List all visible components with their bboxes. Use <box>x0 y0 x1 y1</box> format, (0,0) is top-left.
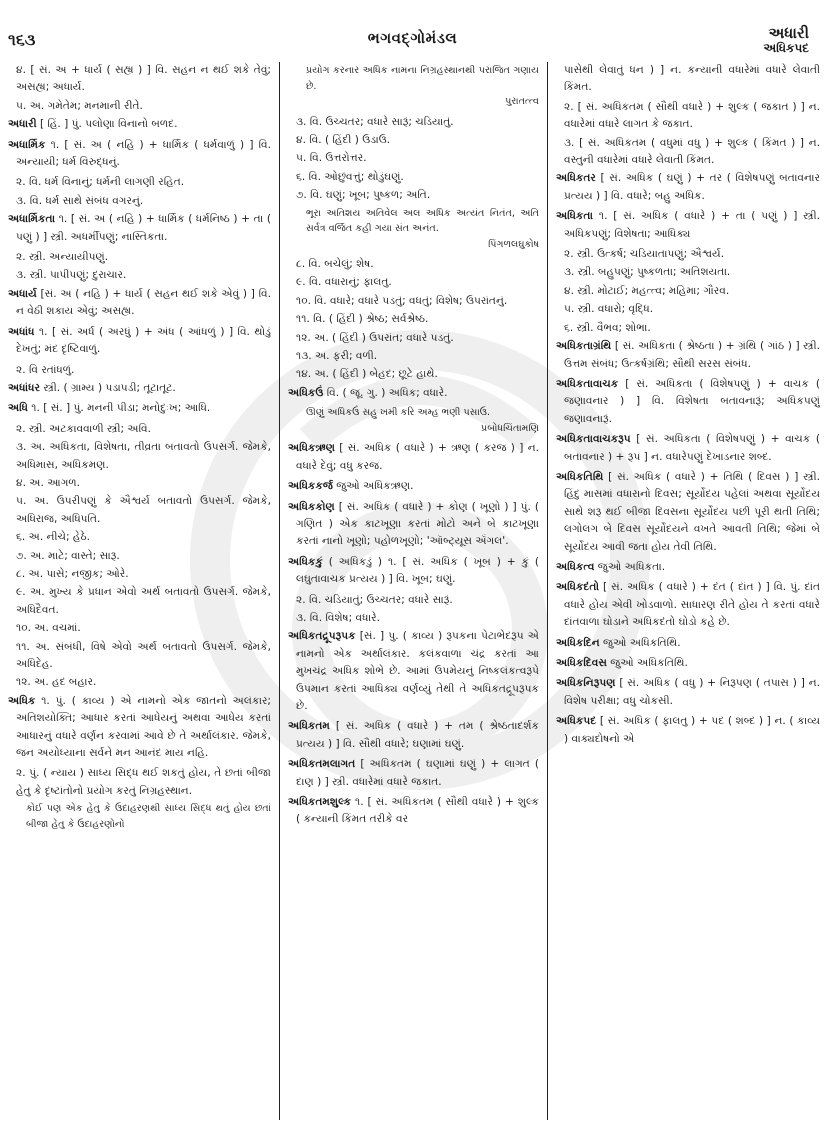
entry-sense: ૨. સ્ત્રી. ઉત્કર્ષ; ચડિયાતાપણું; ઐશ્વર્ય. <box>564 248 725 261</box>
entry-headword: અધારી <box>8 118 37 131</box>
entry-sense: ૨. સ્ત્રી. અન્યાયીપણું. <box>16 251 109 264</box>
dictionary-entry <box>288 628 539 715</box>
page-title: ભગવદ્ગોમંડલ <box>367 29 458 47</box>
entry-headword: અધિકનિરૂપણ <box>556 677 616 690</box>
entry-sense: ૩. સ્ત્રી. પાપીપણું; દુરાચાર. <box>16 269 127 282</box>
dictionary-entry <box>556 559 820 576</box>
entry-definition: [ હિં. ] પું. પલોણા વિનાનો બળદ. <box>36 118 178 131</box>
entry-sense: ૩. અ. અધિકતા, વિશેષતા, તીવ્રતા બતાવતો ઉપસર્ગ. જેમકે, અધિમાસ, અધિકમણ. <box>16 441 271 471</box>
entry-sense: ૧૦. વિ. વધારે; વધારે પડતું; વધતું; વિશેષ; ઉપરાંતનું. <box>296 294 508 307</box>
quote-text: પ્રયોગ કરનાર અધિક નામના નિગ્રહસ્થાનથી પરાજિત ગણાય છે. <box>306 65 539 92</box>
entry-headword: અધિકતદ્રૂપરૂપક <box>288 630 356 643</box>
dictionary-entry <box>556 376 820 428</box>
entry-sense: ૨. પું. ( ન્યાય ) સાધ્ય સિદ્ધ થઈ શકતું હોય, તે છતાં બીજા હેતુ કે દૃષ્ટાંતોનો પ્રયોગ કરતું નિગ્રહસ્થાન. <box>16 767 271 797</box>
entry-definition: [ સં. અધિક ( વધારે ) + દંત ( દાંત ) ] વિ. પું. દાંત વધારે હોય એવી ખોડવાળો. સાધારણ રીતે હોય તે કરતાં વધારે દાંતવાળા ઘોડાને અધિકદંતો ઘોડો કહે છે. <box>564 581 820 629</box>
column-middle <box>279 62 547 1120</box>
entry-headword: અધિકતાગ્રંથિ <box>556 340 612 353</box>
column-right <box>547 62 820 1120</box>
entry-sense: ૪. સ્ત્રી. મોટાઈ; મહત્ત્વ; મહિમા; ગૌરવ. <box>564 284 730 297</box>
entry-sense: ૩. સ્ત્રી. બહુપણું; પુષ્કળતા; અતિશયતા. <box>564 266 731 279</box>
quote-text: ભૂરા અતિશય અતિવેલ અલ અધિક અત્યંત નિતંત, અતિ સર્વત્ર વર્જિત કહી ગયા સંત અનંત. <box>306 207 539 235</box>
entry-sense: ૨. સ્ત્રી. અટકાવવાળી સ્ત્રી; અવિ. <box>16 422 151 435</box>
dictionary-entry <box>288 385 539 402</box>
entry-headword: અધિકદિન <box>556 636 600 649</box>
entry-sense: ૮. અ. પાસે; નજીક; ઓરે. <box>16 567 129 580</box>
dictionary-entry <box>288 478 539 495</box>
entry-headword: અધિકઉં <box>288 386 324 399</box>
entry-definition: [ સં. અધિક ( ઘણું ) + તર ( વિશેષપણું બતાવનાર પ્રત્યય ) ] વિ. વધારે; બહુ અધિક. <box>564 172 820 202</box>
dictionary-entry <box>8 137 271 172</box>
entry-sense: ૭. અ. માટે; વાસ્તે; સારૂ. <box>16 549 120 562</box>
dictionary-entry <box>556 655 820 672</box>
entry-sense: ૬. સ્ત્રી. વૈભવ; શોભા. <box>564 321 651 334</box>
entry-sense: ૯. વિ. વધારાનું; ફાલતુ. <box>296 276 392 289</box>
entry-definition: [ સં. અધિક ( વધારે ) + તમ ( શ્રેષ્ઠતાદર્શક પ્રત્યય ) ] વિ. સૌથી વધારે; ઘણામાં ઘણું. <box>296 720 539 750</box>
entry-definition: [ સં. અધિકતા ( વિશેષપણું ) + વાચક ( બતાવનાર ) + રૂપ ] ન. વધારેપણું દેખાડનાર શબ્દ. <box>564 433 820 463</box>
dictionary-entry <box>556 338 820 373</box>
citation-quote <box>288 63 539 110</box>
page-header <box>0 0 825 60</box>
entry-sense: ૩. વિ. ઉચ્ચતર; વધારે સારૂં; ચડિયાતું. <box>296 115 454 128</box>
entry-headword: અધિક <box>8 694 36 707</box>
entry-definition: [ અધિકતમ ( ઘણામાં ઘણું ) + લાગત ( દાણ ) ] સ્ત્રી. વધારેમાં વધારે જકાત. <box>296 758 539 788</box>
quote-source: પ્રબોધચિંતામણિ <box>481 422 539 434</box>
entry-sense: ૨. વિ. ધર્મ વિનાનું; ધર્મની લાગણી રહિત. <box>16 176 185 189</box>
quote-text: ઊણું અધિકઉં સહુ ખમી કરિ અમ્હ ભણી પસાઉ. <box>306 407 491 419</box>
entry-sense: ૧૦. અ. વચમાં. <box>16 622 81 635</box>
entry-headword: અધાર્ય <box>8 287 37 300</box>
entry-definition: [ સં. અધિક ( વધારે ) + તિથિ ( દિવસ ) ] સ્ત્રી. હિંદુ માસમાં વધારાનો દિવસ; સૂર્યોદય પહેલાં અથવા સૂર્યોદય સાથે શરૂ થઈ બીજા દિવસના સૂર્યોદય પછી પૂરી થતી તિથિ; લગોલગ બે દિવસ સૂર્યોદયને વખતે આવતી તિથિ; જેમાં બે સૂર્યોદય આવી જતા હોય તેવી તિથિ. <box>564 470 820 553</box>
entry-headword: અધિકકોણ <box>288 500 335 513</box>
guide-words <box>763 26 809 56</box>
entry-sense: ૮. વિ. બચેલું; શેષ. <box>296 258 374 271</box>
dictionary-entry <box>556 431 820 466</box>
entry-headword: અધિકત્વ <box>556 560 595 573</box>
entry-definition: ૧. [ સં. અધિકતમ ( સૌથી વધારે ) + શુલ્ક ( કન્યાની કિંમત તરીકે વર <box>296 796 539 826</box>
dictionary-entry <box>556 713 820 748</box>
entry-definition: [ સં. અધિક ( વધુ ) + નિરૂપણ ( તપાસ ) ] ન. વિશેષ પરીક્ષા; વધુ ચોકસી. <box>564 677 820 707</box>
dictionary-entry <box>288 794 539 829</box>
entry-headword: અધિકતર <box>556 172 596 185</box>
column-left <box>8 62 279 1120</box>
entry-definition: [ સં. અધિક ( વધારે ) + કોણ ( ખૂણો ) ] પું. ( ગણિત ) એક કાટખૂણા કરતાં મોટો અને બે કાટખૂણા કરતાં નાનો ખૂણો; પહોળખૂણો; 'ઑબ્ટ્યૂસ ઍંગલ'. <box>296 500 539 548</box>
dictionary-entry <box>556 469 820 556</box>
entry-sense: ૪. અ. આગળ. <box>16 476 81 489</box>
entry-definition: [ સં. અધિક ( ફાલતુ ) + પદ ( શબ્દ ) ] ન. ( કાવ્ય ) વાક્યદોષનો એ <box>564 715 820 745</box>
entry-headword: અધિકતમશુલ્ક <box>288 796 352 808</box>
entry-definition: ૧. [ સં. ] પું. મનની પીડા; મનોદુઃખ; આધિ. <box>27 402 211 415</box>
entry-headword: અધિકતા <box>556 210 594 223</box>
entry-headword: અધિકદંતો <box>556 581 599 594</box>
entry-headword: અધાંધ <box>8 325 35 338</box>
entry-definition: જુઓ અધિકતિથિ. <box>599 636 681 649</box>
guide-word-first: અધારી <box>768 24 809 42</box>
entry-definition: ૧. [ સં. અ ( નહિ ) + ધાર્મિક ( ધર્મનિષ્ઠ ) + તા ( પણું ) ] સ્ત્રી. અધર્મીપણું; નાસ્તિકતા. <box>16 213 271 243</box>
entry-definition: [સં. ] પુ. ( કાવ્ય ) રૂપકના પેટાભેદરૂપ એ નામનો એક અર્થાલંકાર. કલંકવાળા ચંદ્ર કરતાં આ મુખચંદ્ર અધિક શોભે છે. આમાં ઉપમેયનું નિષ્કલંકત્વરૂપે ઉપમાન કરતાં આધિક્ય વર્ણવ્યું તેથી તે અધિકતદ્રૂપરૂપક છે. <box>296 630 539 712</box>
entry-definition: ૧. [ સં. અ ( નહિ ) + ધાર્મિક ( ધર્મવાળું ) ] વિ. અન્યાયી; ધર્મ વિરુદ્ધનું. <box>16 138 271 169</box>
entry-sense: ૩. [ સં. અધિકતમ ( વધુમાં વધુ ) + શુલ્ક ( કિંમત ) ] ન. વસ્તુની વધારેમાં વધારે લેવાતી કિંમત. <box>564 136 820 167</box>
dictionary-entry <box>8 380 271 397</box>
page-number: ૧૬૩ <box>8 30 36 49</box>
dictionary-entry <box>556 170 820 205</box>
entry-headword: અધિકદિવસ <box>556 657 607 669</box>
dictionary-entry <box>556 635 820 652</box>
entry-sense: ૧૧. વિ. ( હિંદી ) શ્રેષ્ઠ; સર્વશ્રેષ્ઠ. <box>296 313 429 326</box>
entry-headword: અધાર્મિક <box>8 138 46 151</box>
entry-sense: ૨. વિ રતાંધળું. <box>16 363 75 376</box>
entry-sense: ૨. વિ. ચડિયાતું; ઉચ્ચતર; વધારે સારૂં. <box>296 593 453 606</box>
entry-headword: અધાંધર <box>8 381 40 394</box>
citation-quote <box>288 206 539 253</box>
entry-definition: ૧. [ સં. અર્ધ ( અરધું ) + અંધ ( આંધળું ) ] વિ. થોડું દેખતું; મંદ દૃષ્ટિવાળું. <box>16 325 271 356</box>
dictionary-entry <box>8 286 271 321</box>
dictionary-entry <box>8 116 271 133</box>
entry-headword: અધિકપદ <box>556 715 597 728</box>
dictionary-entry <box>556 675 820 710</box>
dictionary-entry <box>8 693 271 763</box>
entry-sense: ૫. અ. ગમેતેમ; મનમાની રીતે. <box>16 99 143 112</box>
entry-sense: ૭. વિ. ઘણું; ખૂબ; પુષ્કળ; અતિ. <box>296 189 431 202</box>
entry-definition: જુઓ અધિકતા. <box>594 560 666 573</box>
quote-source: પિંગળલઘુકોષ <box>488 238 539 250</box>
entry-sense: ૬. અ. નીચે; હેઠે. <box>16 531 90 544</box>
entry-definition: [ સં. અધિક ( વધારે ) + ઋણ ( કરજ ) ] ન. વધારે દેવું; વધુ કરજ. <box>296 442 539 472</box>
dictionary-entry <box>8 324 271 359</box>
entry-sense: ૯. અ. મુખ્ય કે પ્રધાન એવો અર્થ બતાવતો ઉપસર્ગ. જેમકે, અધિદૈવત. <box>16 586 271 616</box>
entry-headword: અધિકતાવાચક <box>556 377 619 390</box>
entry-sense: ૧૩. અ. ફરી; વળી. <box>296 350 378 363</box>
dictionary-entry <box>8 211 271 246</box>
entry-sense: ૨. [ સં. અધિકતમ ( સૌથી વધારે ) + શુલ્ક ( જકાત ) ] ન. વધારેમાં વધારે લાગત કે જકાત. <box>564 100 820 131</box>
entry-headword: અધિકકર્જ <box>288 480 333 493</box>
entry-headword: અધાર્મિકતા <box>8 213 56 226</box>
entry-headword: અધિકતમ <box>288 720 330 733</box>
entry-definition: સ્ત્રી. ( ગ્રામ્ય ) પડાપડી; તૂટાતૂટ. <box>39 381 176 394</box>
entry-headword: અધિ <box>8 402 28 415</box>
entry-sense: ૫. વિ. ઉત્તરોત્તર. <box>296 152 367 165</box>
entry-sense: ૧૪. અ. ( હિંદી ) બેહદ; છૂટે હાથે. <box>296 368 438 381</box>
entry-headword: અધિકતમલાગત <box>288 758 356 771</box>
dictionary-entry <box>288 499 539 551</box>
entry-definition: જુઓ અધિકતિથિ. <box>606 657 688 669</box>
entry-definition: [સં. અ ( નહિ ) + ધાર્ય ( સહન થઈ શકે એવું ) ] વિ. ન વેઠી શકાય એવું; અસહ્ય. <box>16 287 271 318</box>
entry-sense: ૪. વિ. ( હિંદી ) ઉડાઉ. <box>296 133 391 146</box>
dictionary-entry <box>556 208 820 243</box>
entry-definition: ૧. પું. ( કાવ્ય ) એ નામનો એક જાતનો અલંકાર; અતિશયોક્તિ; આધાર કરતાં આધેયનું અથવા આધેય કરતાં આધારનું વધારે વર્ણન કરવામાં આવે છે તે અર્થાલંકાર. જેમકે, જન અયોધ્યાના સર્વને મન આનંદ માય નહિ. <box>16 694 271 760</box>
entry-sense: ૧૧. અ. સંબંધી, વિષે એવો અર્થ બતાવતો ઉપસર્ગ. જેમકે, અધિદેહ. <box>16 640 271 670</box>
entry-sense: ૫. સ્ત્રી. વધારો; વૃદ્ધિ. <box>564 303 654 316</box>
entry-headword: અધિકતાવાચકરૂપ <box>556 433 631 446</box>
entry-sense: ૬. વિ. ઓછુંવત્તું; થોડુંઘણું. <box>296 170 404 183</box>
entry-sense: ૧૨. અ. ( હિંદી ) ઉપરાંત; વધારે પડતું. <box>296 331 454 344</box>
entry-definition: ( અધિકડું ) ૧. [ સં. અધિક ( ખૂબ ) + કું ( લઘુતાવાચક પ્રત્યય ) ] વિ. ખૂબ; ઘણું. <box>296 555 539 586</box>
dictionary-entry <box>8 400 271 417</box>
entry-sense: ૫. અ. ઉપરીપણું કે ઐશ્વર્ય બતાવતો ઉપસર્ગ. જેમકે, અધિરાજ, અધિપતિ. <box>16 495 271 525</box>
dictionary-entry <box>288 440 539 475</box>
dictionary-entry <box>556 579 820 631</box>
entry-definition: [ સં. અધિકતા ( વિશેષપણું ) + વાચક ( જણાવનાર ) ] વિ. વિશેષતા બતાવનારૂં; અધિકપણું જણાવનારૂં. <box>564 377 820 425</box>
dictionary-entry <box>288 718 539 753</box>
citation-quote <box>8 801 271 832</box>
citation-quote <box>288 405 539 436</box>
entry-definition: ૧. [ સં. અધિક ( વધારે ) + તા ( પણું ) ] સ્ત્રી. અધિકપણું; વિશેષતા; આધિક્ય <box>564 210 820 240</box>
entry-continuation: પાસેથી લેવાતું ધન ) ] ન. કન્યાની વધારેમાં વધારે લેવાતી કિંમત. <box>564 64 820 94</box>
entry-sense: ૧૨. અ. હદ બહાર. <box>16 676 97 689</box>
dictionary-columns <box>8 62 820 1120</box>
guide-word-last: અધિકપદ <box>763 41 809 55</box>
entry-headword: અધિકઋણ <box>288 442 335 455</box>
entry-sense: ૪. [ સં. અ + ધાર્ય ( સહ્ય ) ] વિ. સહન ન થઈ શકે તેવું; અસહ્ય; અધાર્ય. <box>16 64 271 94</box>
entry-sense: ૩. વિ. ધર્મ સાથે સંબંધ વગરનું. <box>16 194 144 207</box>
entry-sense: ૩. વિ. વિશેષ; વધારે. <box>296 611 380 624</box>
quote-text: કોઈ પણ એક હેતુ કે ઉદાહરણથી સાધ્ય સિદ્ધ થતું હોય છતાં બીજા હેતુ કે ઉદાહરણોનો <box>26 803 271 830</box>
entry-definition: જુઓ અધિકઋણ. <box>332 480 414 493</box>
entry-definition: વિ. ( જૂ. ગુ. ) અધિક; વધારે. <box>323 386 448 399</box>
dictionary-entry <box>288 756 539 791</box>
dictionary-entry <box>288 554 539 589</box>
entry-headword: અધિકકું <box>288 555 323 568</box>
quote-source: પુરાતત્ત્વ <box>505 96 539 107</box>
entry-definition: [ સં. અધિકતા ( શ્રેષ્ઠતા ) + ગ્રંથિ ( ગાંઠ ) ] સ્ત્રી. ઉત્તમ સંબંધ; ઉત્કર્ષગ્રંથિ; સૌથી સરસ સંબંધ. <box>564 340 820 370</box>
entry-headword: અધિકતિથિ <box>556 470 604 483</box>
